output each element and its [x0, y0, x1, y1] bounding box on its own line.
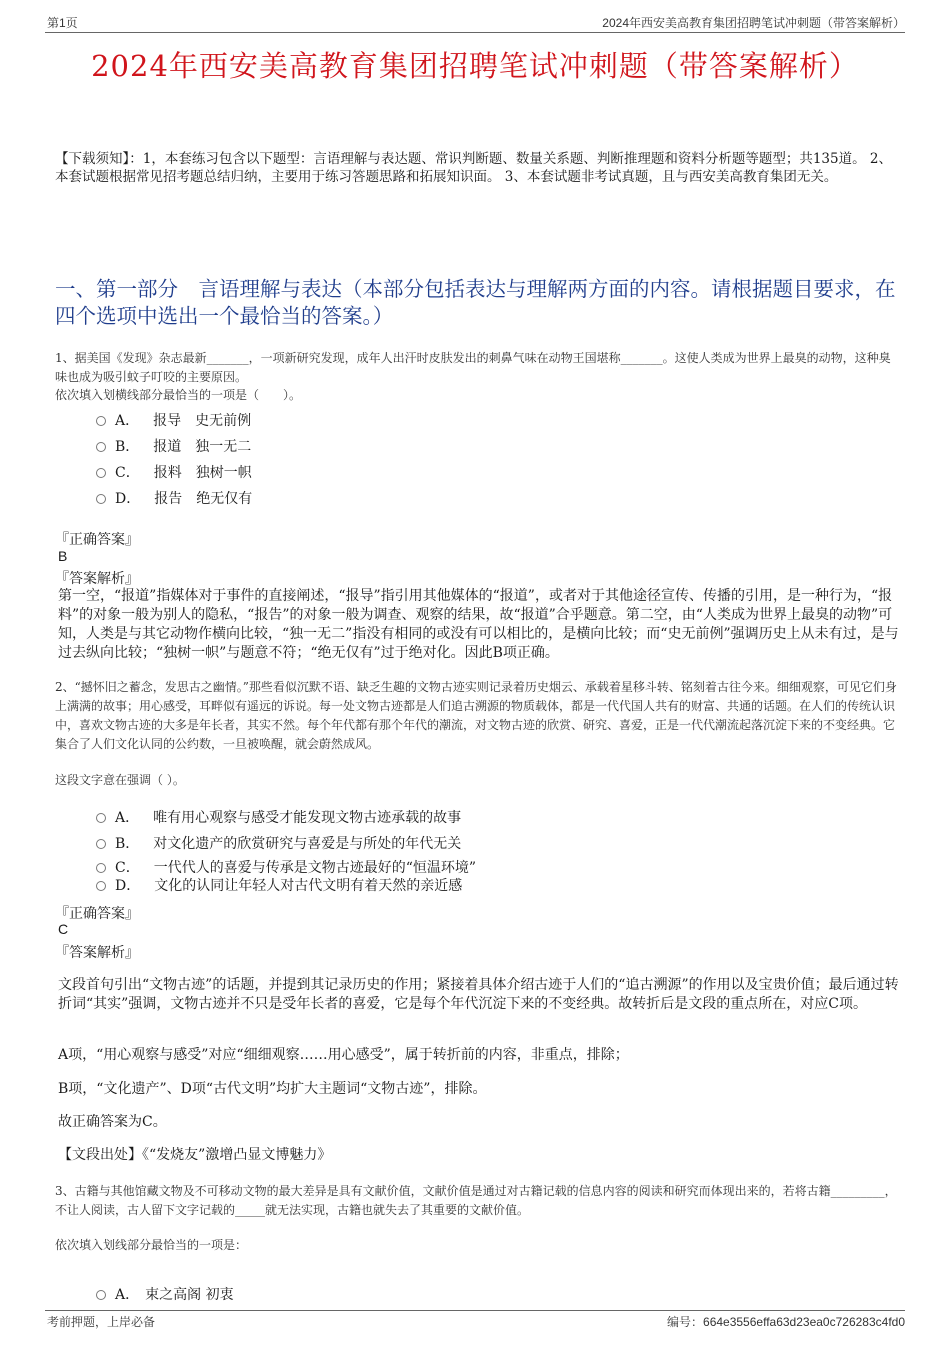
- q1-option-d[interactable]: D． 报告 绝无仅有: [96, 488, 252, 508]
- section-heading: 一、第一部分 言语理解与表达（本部分包括表达与理解两方面的内容。请根据题目要求，在四个选项中选出一个最恰当的答案。）: [55, 277, 896, 328]
- q2-source: 【文段出处】《“发烧友”激增凸显文博魅力》: [58, 1147, 332, 1163]
- q2-analysis-paragraph: 文段首句引出“文物古迹”的话题，并提到其记录历史的作用；紧接着具体介绍古迹于人们的“追古溯源”的作用以及宝贵价值；最后通过转折词“其实”强调，文物古迹并不只是受年长者的喜爱，它是每个年代沉淀下来的不变经典。故转折后是文段的重点所在，对应C项。: [58, 977, 899, 1012]
- header-rule: [45, 32, 905, 33]
- footer-rule: [45, 1310, 905, 1311]
- q1-option-c[interactable]: C． 报料 独树一帜: [96, 462, 252, 482]
- q2-option-c[interactable]: C． 一代代人的喜爱与传承是文物古迹最好的“恒温环境”: [96, 857, 476, 877]
- page-number: 第1页: [47, 16, 78, 30]
- download-notice: 【下载须知】：1，本套练习包含以下题型：言语理解与表达题、常识判断题、数量关系题、判断推理题和资料分析题等题型；共135道。 2、本套试题根据常见招考题总结归纳，主要用于练习答题思路和拓展知识面。 3、本套试题非考试真题，且与西安美高教育集团无关。: [55, 151, 892, 185]
- q1-answer: B: [58, 548, 68, 564]
- q1-option-a[interactable]: A． 报导 史无前例: [96, 410, 251, 430]
- q2-analysis-paragraph: B项，“文化遗产”、D项“古代文明”均扩大主题词“文物古迹”，排除。: [58, 1081, 487, 1097]
- radio-icon[interactable]: [96, 881, 106, 891]
- footer-slogan: 考前押题，上岸必备: [47, 1315, 156, 1329]
- document-id: 编号：664e3556effa63d23ea0c726283c4fd0: [667, 1315, 905, 1329]
- radio-icon[interactable]: [96, 1290, 106, 1300]
- q2-option-a[interactable]: A． 唯有用心观察与感受才能发现文物古迹承载的故事: [96, 807, 461, 827]
- q2-option-b[interactable]: B． 对文化遗产的欣赏研究与喜爱是与所处的年代无关: [96, 833, 461, 853]
- question-1-stem: 1、据美国《发现》杂志最新_______，一项新研究发现，成年人出汗时皮肤发出的刺鼻气味在动物王国堪称_______。这使人类成为世界上最臭的动物，这种臭味也成为吸引蚊子叮咬的主要原因。: [55, 351, 891, 384]
- q2-answer-label: 『正确答案』: [55, 906, 139, 922]
- q2-analysis-label: 『答案解析』: [55, 945, 139, 961]
- document-title: 2024年西安美高教育集团招聘笔试冲刺题（带答案解析）: [91, 49, 859, 83]
- q1-answer-label: 『正确答案』: [55, 532, 139, 548]
- radio-icon[interactable]: [96, 863, 106, 873]
- radio-icon[interactable]: [96, 442, 106, 452]
- question-1-prompt: 依次填入划横线部分最恰当的一项是（ ）。: [55, 388, 302, 402]
- question-3-prompt: 依次填入划线部分最恰当的一项是：: [55, 1238, 248, 1252]
- q1-analysis: 第一空，“报道”指媒体对于事件的直接阐述，“报导”指引用其他媒体的“报道”，或者对于其他途径宣传、传播的引用，是一种行为，“报料”的对象一般为别人的隐私，“报告”的对象一般为调查、观察的结果，故“报道”合乎题意。第二空，由“人类成为世界上最臭的动物”可知，人类是与其它动物作横向比较，“独一无二”指没有相同的或没有可以相比的，是横向比较；而“史无前例”强调历史上从未有过，是与过去纵向比较；“独树一帜”与题意不符；“绝无仅有”过于绝对化。因此B项正确。: [58, 588, 899, 661]
- q2-analysis-paragraph: 故正确答案为C。: [58, 1114, 167, 1130]
- q1-option-b[interactable]: B． 报道 独一无二: [96, 436, 251, 456]
- radio-icon[interactable]: [96, 468, 106, 478]
- question-2-prompt: 这段文字意在强调（ ）。: [55, 773, 185, 787]
- question-3-stem: 3、古籍与其他馆藏文物及不可移动文物的最大差异是具有文献价值，文献价值是通过对古籍记载的信息内容的阅读和研究而体现出来的，若将古籍_________，不让人阅读，古人留下文字记载的_____就无法实现，古籍也就失去了其重要的文献价值。: [55, 1184, 897, 1217]
- question-2-stem: 2、“撼怀旧之蓄念，发思古之幽情。”那些看似沉默不语、缺乏生趣的文物古迹实则记录着历史烟云、承载着星移斗转、铭刻着古往今来。细细观察，可见它们身上满满的故事；用心感受，耳畔似有遥远的诉说。每一处文物古迹都是人们追古溯源的物质载体，都是一代代国人共有的财富、共通的话题。在人们的传统认识中，喜欢文物古迹的大多是年长者，其实不然。每个年代都有那个年代的潮流，对文物古迹的欣赏、研究、喜爱，正是一代代潮流起落沉淀下来的不变经典。它集合了人们文化认同的公约数，一旦被唤醒，就会蔚然成风。: [55, 680, 897, 751]
- radio-icon[interactable]: [96, 494, 106, 504]
- q1-analysis-label: 『答案解析』: [55, 571, 139, 587]
- q3-option-a[interactable]: A． 束之高阁 初衷: [96, 1284, 234, 1304]
- running-title: 2024年西安美高教育集团招聘笔试冲刺题（带答案解析）: [602, 16, 905, 30]
- radio-icon[interactable]: [96, 813, 106, 823]
- radio-icon[interactable]: [96, 839, 106, 849]
- q2-answer: C: [58, 921, 69, 937]
- q2-analysis-paragraph: A项，“用心观察与感受”对应“细细观察……用心感受”，属于转折前的内容，非重点，排除；: [58, 1047, 629, 1063]
- radio-icon[interactable]: [96, 416, 106, 426]
- q2-option-d[interactable]: D． 文化的认同让年轻人对古代文明有着天然的亲近感: [96, 875, 462, 895]
